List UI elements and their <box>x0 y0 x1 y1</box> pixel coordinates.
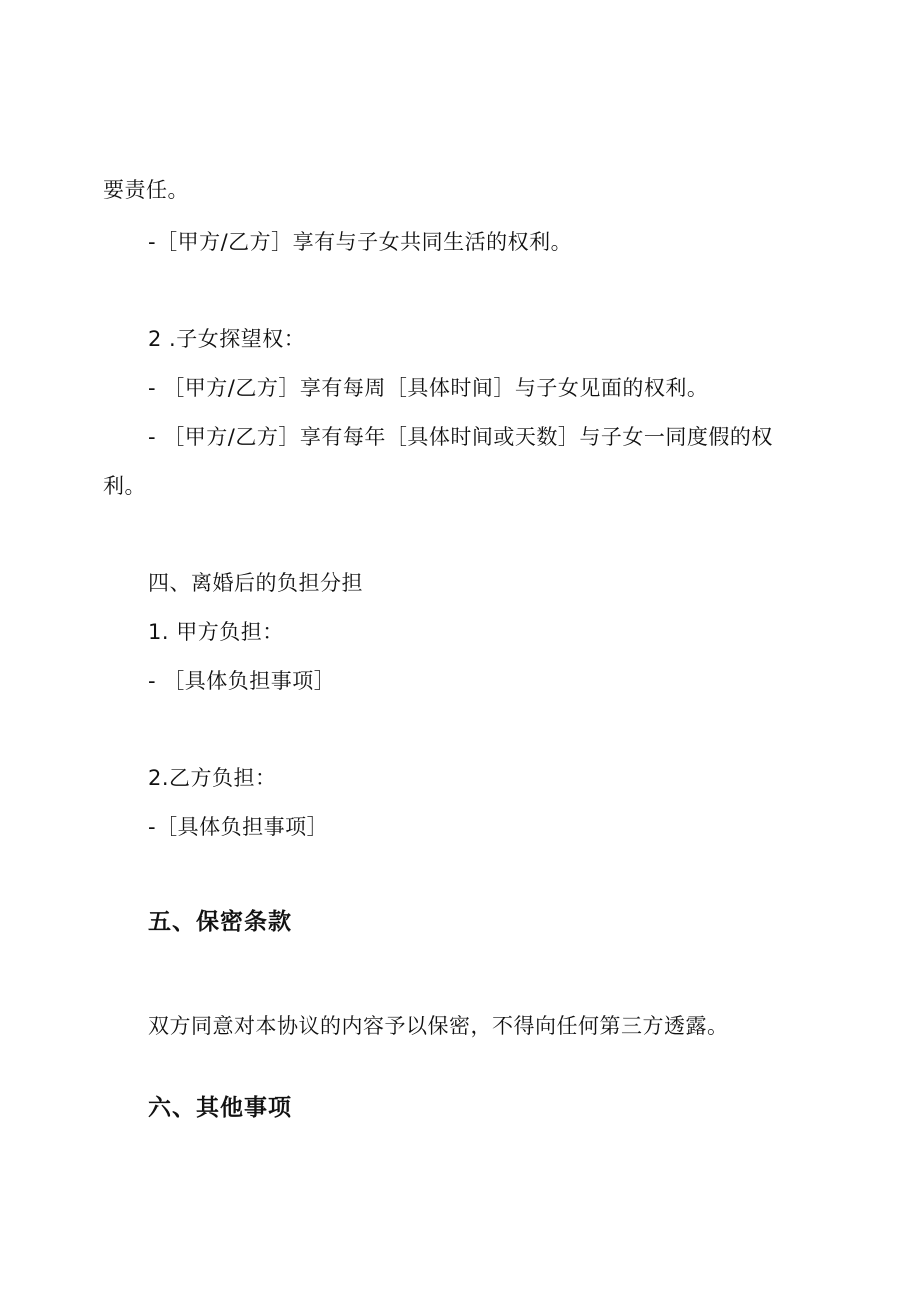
clause-visitation-title: 2 .子女探望权： <box>148 327 306 351</box>
text-line-yearly-vacation: - ［甲方/乙方］享有每年［具体时间或天数］与子女一同度假的权 <box>148 425 773 449</box>
section-title-burden: 四、离婚后的负担分担 <box>148 571 363 595</box>
text-line-weekly-visit: - ［甲方/乙方］享有每周［具体时间］与子女见面的权利。 <box>148 376 709 400</box>
text-line-confidentiality: 双方同意对本协议的内容予以保密，不得向任何第三方透露。 <box>148 1014 729 1038</box>
section-title-confidentiality: 五、保密条款 <box>148 909 292 935</box>
text-line-wrap: 利。 <box>103 474 146 498</box>
text-line-custody-right: -［甲方/乙方］享有与子女共同生活的权利。 <box>148 230 573 254</box>
section-title-other-matters: 六、其他事项 <box>148 1095 292 1121</box>
text-line-party-b-items: -［具体负担事项］ <box>148 815 329 839</box>
clause-party-b-burden: 2.乙方负担： <box>148 766 277 790</box>
clause-party-a-burden: 1. 甲方负担： <box>148 620 284 644</box>
text-line-party-a-items: - ［具体负担事项］ <box>148 669 336 693</box>
text-line-continuation: 要责任。 <box>103 178 189 202</box>
